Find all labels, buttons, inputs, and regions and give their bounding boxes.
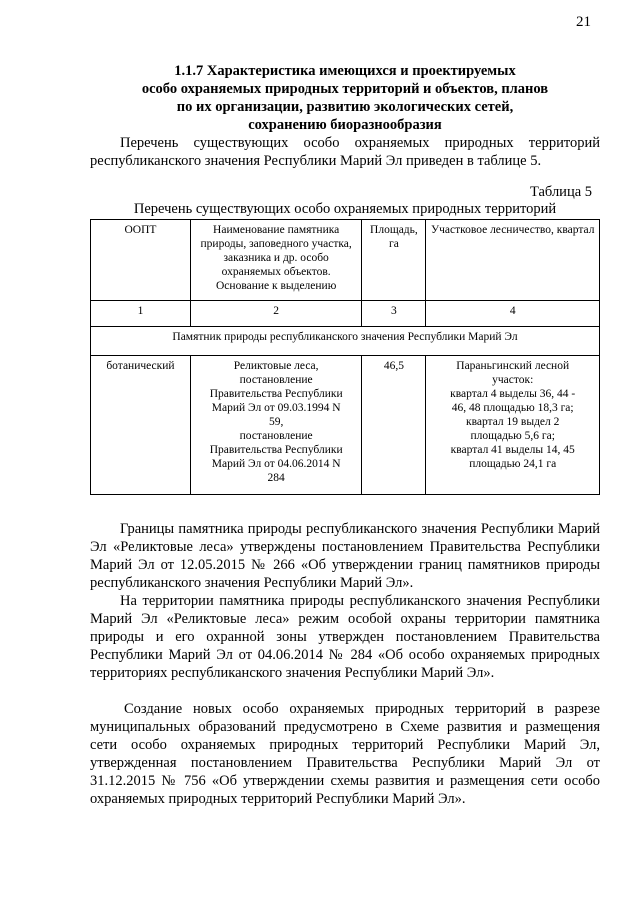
table-header-row [91,220,600,301]
table-label: Таблица 5 [530,184,593,200]
column-number-row [91,301,600,327]
body-paragraph: На территории памятника природы республиканского значения Республики Марий Эл «Реликтовые леса» режим особой охраны территории памятника природы и его охранной зоны утвержден постановлением Правительства Республики Марий Эл от 04.06.2014 № 284 «Об особо охраняемых природных территориях республиканского значения Республики Марий Эл». [90,593,600,681]
cell-line: участок: [492,374,534,386]
column-number: 4 [426,301,600,327]
cell-line: Параньгинский лесной [456,360,570,372]
cell-line: 46, 48 площадью 18,3 га; [451,402,574,414]
cell-line: площадью 5,6 га; [470,430,555,442]
header-cell-area: Площадь, га [362,220,426,301]
cell-line: Марий Эл от 09.03.1994 N [211,402,341,414]
cell-line: 59, [268,416,284,428]
cell-line: Реликтовые леса, [233,360,319,372]
cell-line: постановление [239,430,313,442]
section-row [91,327,600,356]
column-number: 1 [91,301,191,327]
cell-line: Правительства Республики [209,444,343,456]
cell-line: квартал 41 выделы 14, 45 [450,444,575,456]
cell-line: 284 [267,472,285,484]
cell-line: Правительства Республики [209,388,343,400]
cell-line: Марий Эл от 04.06.2014 N [211,458,341,470]
column-number: 2 [190,301,362,327]
cell-line: квартал 4 выделы 36, 44 - [450,388,576,400]
cell-line: квартал 19 выдел 2 [465,416,560,428]
cell-line: постановление [239,374,313,386]
table-caption: Перечень существующих особо охраняемых природных территорий [133,201,557,217]
cell-line: площадью 24,1 га [469,458,557,470]
column-number: 3 [362,301,426,327]
intro-paragraph: Перечень существующих особо охраняемых природных территорий республиканского значения Республики Марий Эл приведен в таблице 5. [90,135,600,169]
section-heading [90,62,600,134]
cell-name [190,356,362,495]
heading-line: особо охраняемых природных территорий и объектов, планов [141,81,549,97]
cell-type: ботанический [91,356,191,495]
table-row [91,356,600,495]
header-cell-forestry: Участковое лесничество, квартал [426,220,600,301]
body-paragraph: Создание новых особо охраняемых природных территорий в разрезе муниципальных образований предусмотрено в Схеме развития и размещения сети особо охраняемых природных территорий Республики Марий Эл, утвержденная постановлением Правительства Республики Марий Эл от 31.12.2015 № 756 «Об утверждении схемы развития и размещения сети особо охраняемых природных территорий Республики Марий Эл». [90,701,600,807]
cell-area: 46,5 [362,356,426,495]
header-cell-type: ООПТ [91,220,191,301]
section-title: Памятник природы республиканского значения Республики Марий Эл [91,327,600,356]
body-paragraph: Границы памятника природы республиканского значения Республики Марий Эл «Реликтовые леса» утверждены постановлением Правительства Республики Марий Эл от 12.05.2015 № 266 «Об утверждении границ памятников природы республиканского значения Республики Марий Эл». [90,521,600,591]
heading-line: по их организации, развитию экологических сетей, [176,99,514,115]
protected-areas-table [90,219,600,495]
cell-forestry [426,356,600,495]
header-cell-name: Наименование памятника природы, заповедного участка, заказника и др. особо охраняемых объектов. Основание к выделению [190,220,362,301]
heading-line: 1.1.7 Характеристика имеющихся и проектируемых [174,63,516,79]
heading-line: сохранению биоразнообразия [248,117,442,133]
page-number: 21 [576,14,591,30]
